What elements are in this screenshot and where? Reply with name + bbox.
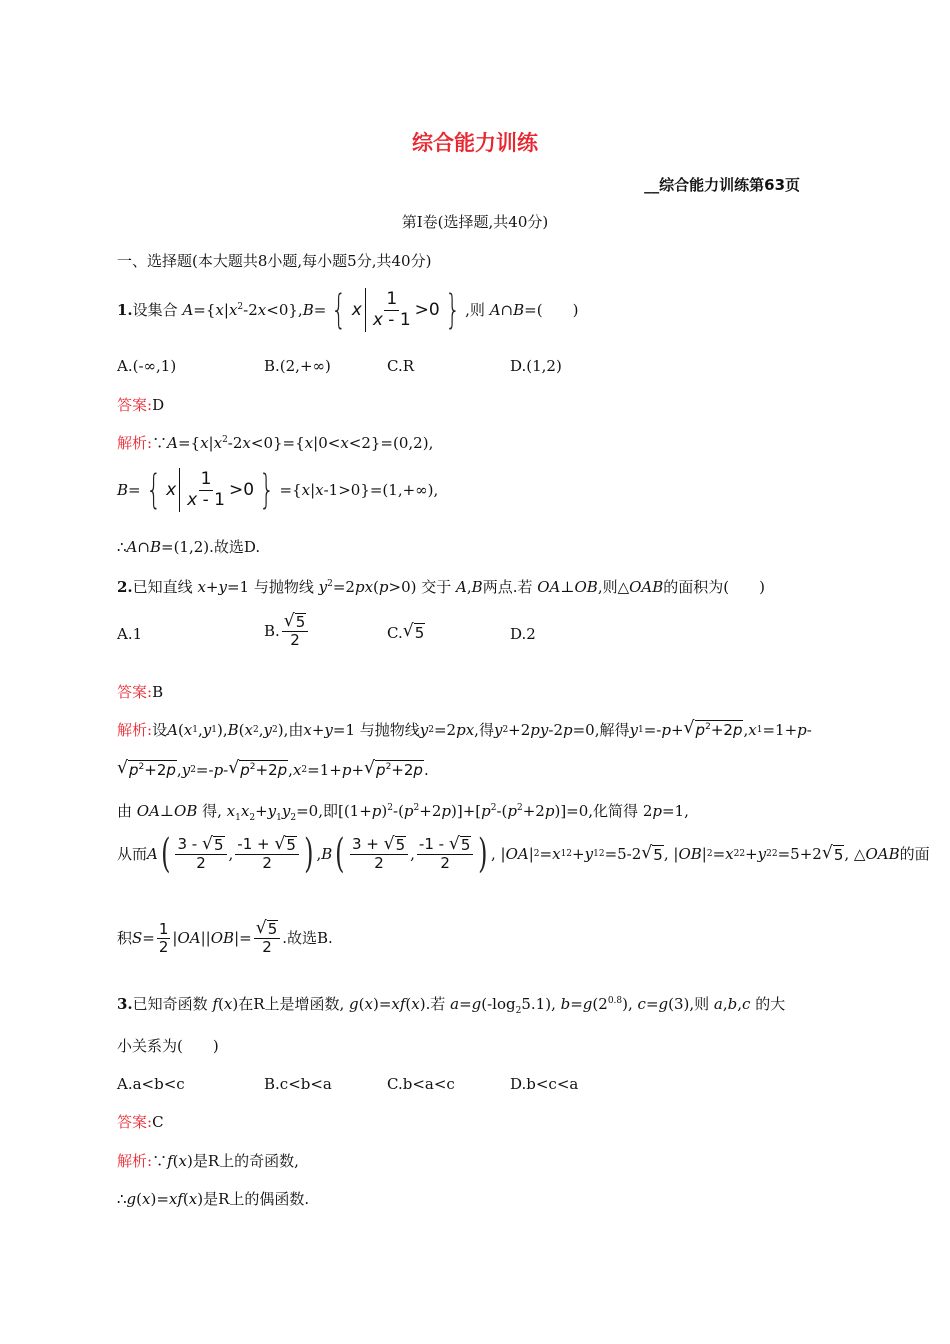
part-heading: 第Ⅰ卷(选择题,共40分)	[401, 213, 549, 231]
q3-option-b: B.c<b<a	[264, 1075, 332, 1093]
set-b-expression-2: { x $\frac{1}{x - 1}$ >0 }	[145, 467, 275, 513]
q2-analysis-line-5: 积 S = $\frac{1}{2}$ | OA || OB |= √ 5 2 .故选B.	[117, 918, 333, 957]
q1-answer-value: D	[152, 396, 165, 414]
question-3-stem-line-2: 小关系为( )	[117, 1037, 219, 1055]
q2-analysis-line-1: 解析 : 设 A ( x 1 , y 1 ), B ( x 2 , y 2 ),由 x + y =1 与抛物线 y 2 =2 px ,得 y 2 +2 py -2 p =0,解得 y 1 =- p + √ $p^2+2p$ , x 1 =1+ p -	[117, 718, 812, 739]
page-title: 综合能力训练	[412, 131, 538, 155]
q1-analysis-line-2: B= { x $\frac{1}{x - 1}$ >0 } ={x|x-1>0}=(1,+∞),	[117, 467, 439, 513]
answer-label: 答案	[117, 396, 148, 414]
q3-option-a: A.a<b<c	[117, 1075, 185, 1093]
q2-option-b: B. √ 5 2	[264, 613, 310, 650]
q1-option-a: A.(-∞,1)	[117, 357, 177, 375]
question-1-stem: 1.设集合 $A=\{x|x^2-2x<0\},B=$ { x $\frac{1}{x - 1}$ >0 } ,则 A∩B=( )	[117, 287, 579, 333]
analysis-label: 解析	[117, 434, 148, 452]
q2-analysis-line-4: 从而 A ( 3 - √ 5 2 , -1 + √ 5 2 ) , B ( 3 + √ 5 2 , -1 - √ 5 2 ) , | OA | 2 = x 1 2 + y 1 2 =5-2 √ 5 , | OB | 2 = x 2 2 + y 2 2 =5+2 √ 5 , △ OAB 的面	[117, 831, 930, 877]
q3-analysis-line-1: 解析:∵f(x)是R上的奇函数,	[117, 1152, 299, 1170]
answer-label: 答案	[117, 1113, 148, 1131]
section-heading: 一、选择题(本大题共8小题,每小题5分,共40分)	[117, 252, 432, 270]
answer-label: 答案	[117, 683, 148, 701]
q3-option-c: C.b<a<c	[387, 1075, 455, 1093]
q3-analysis-line-2: ∴g(x)=xf(x)是R上的偶函数.	[117, 1190, 310, 1208]
q2-analysis-line-3: 由 OA⊥OB 得, $x_1x_2+y_1y_2=0$,即$[(1+p)^2-(p^2+2p)]+[p^2-(p^2+2p)]=0$,化简得 2p=1,	[117, 802, 689, 823]
set-b-expression: { x $\frac{1}{x - 1}$ >0 }	[331, 287, 461, 333]
q2-analysis-line-2: √ $p^2+2p$ , y 2 =- p - √ $p^2+2p$ , x 2 =1+ p + √ $p^2+2p$ .	[117, 758, 429, 779]
q2-option-c: C. √ 5	[387, 621, 425, 642]
q1-option-c: C.R	[387, 357, 415, 375]
q1-analysis-line-3: ∴A∩B=(1,2).故选D.	[117, 538, 261, 556]
q3-option-d: D.b<c<a	[510, 1075, 579, 1093]
analysis-label: 解析	[117, 720, 148, 739]
q1-option-d: D.(1,2)	[510, 357, 562, 375]
q2-answer-value: B	[152, 683, 164, 701]
q1-analysis-line-1: 解析$:\because A=\{x|x^2-2x<0\}=\{x|0<x<2\}=(0,2)$,	[117, 434, 434, 452]
q2-option-a: A.1	[117, 625, 143, 643]
q2-answer: 答案:B	[117, 683, 164, 701]
q3-answer-value: C	[152, 1113, 164, 1131]
analysis-label: 解析	[117, 1152, 148, 1170]
page-subtitle: __综合能力训练第63页	[644, 176, 800, 194]
q3-answer: 答案:C	[117, 1113, 164, 1131]
q2-option-d: D.2	[510, 625, 536, 643]
question-2-stem: 2.已知直线 x+y=1 与抛物线 $y^2=2px(p>0)$ 交于 A,B两点.若 OA⊥OB,则△OAB的面积为( )	[117, 578, 765, 596]
q1-answer: 答案:D	[117, 396, 165, 414]
question-3-stem-line-1: 3.已知奇函数 f(x)在R上是增函数, g(x)=xf(x).若 $a=g(-\log_25.1)$, $b=g(2^{0.8})$, c=g(3),则 a,b,c 的大	[117, 995, 786, 1016]
q1-option-b: B.(2,+∞)	[264, 357, 331, 375]
